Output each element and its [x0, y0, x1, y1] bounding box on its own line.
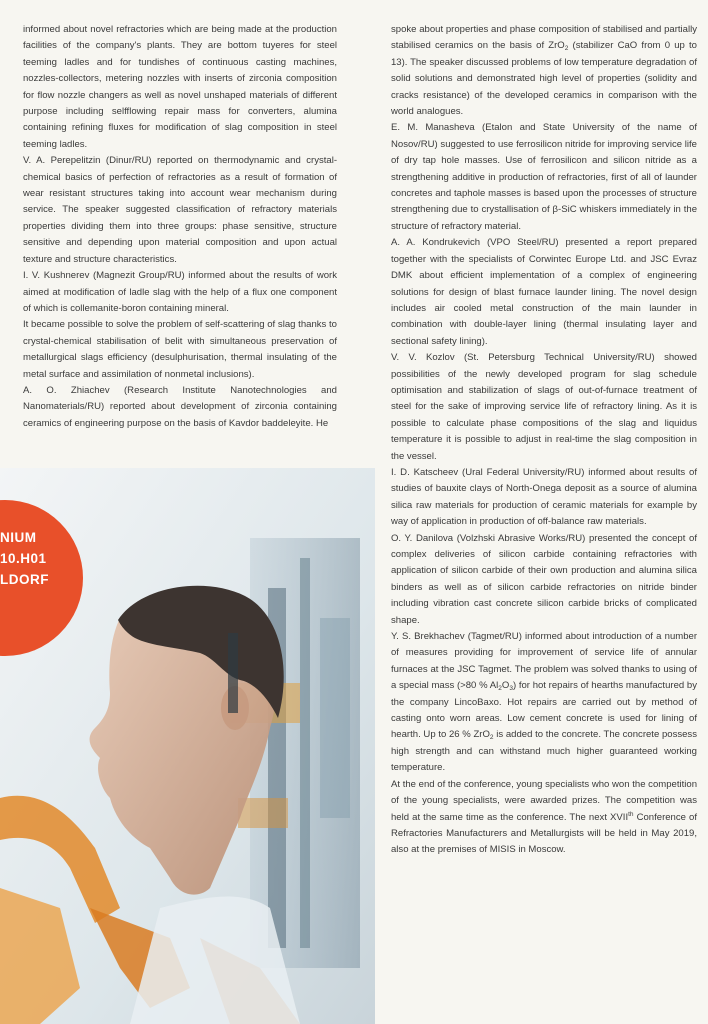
paragraph: V. V. Kozlov (St. Petersburg Technical University/RU) showed possibilities of the newly developed program for slag schedule optimisation and stabilization of slags of out-of-furnace treatment of steel for the sake of improving service life of refractory lining. As it is possible to calculate phase compositions of the slag and liquidus temperature it is possible to adjust in real-time the slag composition in the vessel.: [391, 352, 697, 462]
paragraph: O. Y. Danilova (Volzhski Abrasive Works/RU) presented the concept of complex deliveries of silicon carbide containing refractories with application of silicon carbide of their own production and alumina silica binders as well as of silicon carbide refractories on nitride binder including vibration cast concrete silicon carbide bricks of complicated shape.: [391, 532, 697, 626]
advertisement-photo: [0, 468, 375, 1024]
paragraph: A. O. Zhiachev (Research Institute Nanotechnologies and Nanomaterials/RU) reported about development of zirconia containing ceramics of engineering purpose on the basis of Kavdor baddeleyite. He: [23, 384, 337, 429]
paragraph: I. D. Katscheev (Ural Federal University/RU) informed about results of studies of bauxite clays of North-Onega deposit as a source of alumina silica raw materials for production of ceramic materials for example by way of application in production of off-balance raw materials.: [391, 466, 697, 528]
left-text-column: [23, 22, 337, 432]
paragraph: It became possible to solve the problem of self-scattering of slag thanks to crystal-chemical stabilisation of belit with simultaneous preservation of metallurgical slags efficiency (desulphurisation, thermal insulating of the metal surface and assimilation of nonmetal inclusions).: [23, 319, 337, 380]
paragraph: E. M. Manasheva (Etalon and State University of the name of Nosov/RU) suggested to use ferrosilicon nitride for improving service life of dry tap hole masses. Use of ferrosilicon and silicon nitride as a strengthening additive in production of refractories, first of all of launder concretes and taphole masses is based upon the processes of structure strengthening due to crystallisation of β-SiC whiskers immediately in the structure of refractory material.: [391, 122, 697, 232]
paragraph: informed about novel refractories which are being made at the production facilities of the company's plants. They are bottom tuyeres for steel teeming ladles and for tundishes of continuous casting machines, nozzles-collectors, metering nozzles with inserts of zirconia composition for flow nozzle changers as well as novel unshaped materials of different purpose including selfflowing repair mass for converters, alumina containing refining fluxes for modification of slag composition in steel teeming ladles.: [23, 24, 337, 150]
right-text-column: [391, 22, 697, 859]
paragraph: A. A. Kondrukevich (VPO Steel/RU) presented a report prepared together with the specialists of Corwintec Europe Ltd. and JSC Evraz DMK about efficient implementation of a complex of engineering solutions for design of blast furnace launder lining. The novel design includes air cooled metal construction of the main launder in combination with double-layer lining (thermal insulating layer and sectional safety lining).: [391, 237, 697, 347]
badge-line: LDORF: [0, 572, 49, 587]
paragraph: V. A. Perepelitzin (Dinur/RU) reported on thermodynamic and crystal-chemical basics of perfection of refractories as a result of formation of wear resistant structures taking into account wear mechanism during service. The speaker suggested classification of refractory materials properties dividing them into three groups: phase sensitive, structure sensitive and depending upon material composition and upon actual texture and structure characteristics.: [23, 155, 337, 265]
paragraph: At the end of the conference, young specialists who won the competition of the young specialists, were awarded prizes. The competition was held at the same time as the conference. The next XVIIth Conference of Refractories Manufacturers and Metallurgists will be held in May 2019, also at the premises of MISIS in Moscow.: [391, 778, 697, 856]
badge-line: NIUM: [0, 530, 37, 545]
paragraph: I. V. Kushnerev (Magnezit Group/RU) informed about the results of work aimed at modification of ladle slag with the help of a flux one component of which is collemanite-boron containing mineral.: [23, 270, 337, 314]
event-badge: [0, 527, 49, 590]
badge-line: 10.H01: [0, 551, 47, 566]
paragraph: Y. S. Brekhachev (Tagmet/RU) informed about introduction of a number of measures providing for improvement of service life of annular furnaces at the JSC Tagmet. The problem was solved thanks to using of a special mass (>80 % $Al_2O_3$) for hot repairs of hearths manufactured by the company LincoBaxo. Hot repairs are carried out by method of casting onto worn areas. Low cement concrete is used for lining of hearth. Up to 26 % ZrO$_2$ is added to the concrete. The concrete possess high strength and can withstand much higher guaranteed working temperature.: [391, 631, 697, 774]
paragraph: spoke about properties and phase composition of stabilised and partially stabilised ceramics on the basis of ZrO$_2$ (stabilizer CaO from 0 up to 13). The speaker discussed problems of low temperature degradation of solid solutions and demonstrated high level of properties (solidity and cracks resistance) of the developed ceramics in comparison with the world analogues.: [391, 24, 697, 118]
